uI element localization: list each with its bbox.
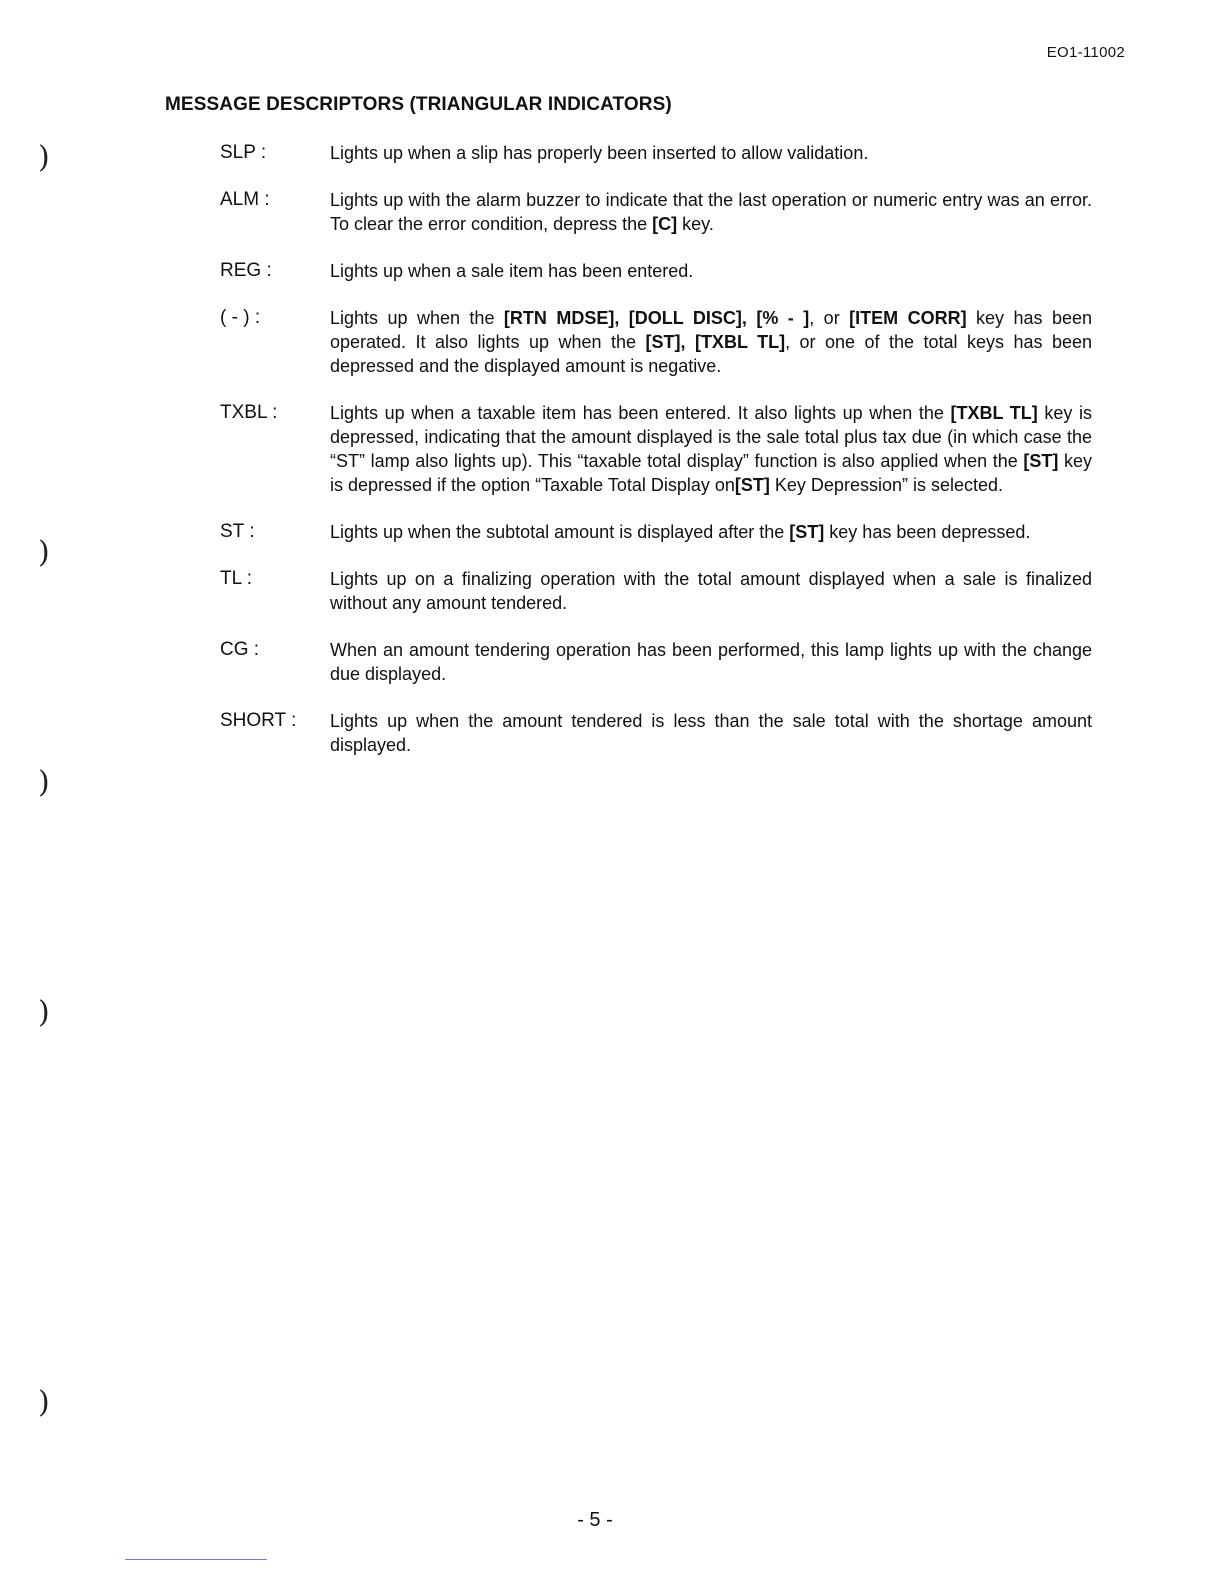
descriptor-entry — [220, 141, 1092, 165]
descriptor-term: REG : — [220, 260, 272, 281]
descriptor-description — [330, 638, 1092, 686]
key-name: [ST] — [734, 475, 770, 495]
descriptor-entry — [220, 259, 1092, 283]
binder-hole-mark: ) — [38, 1385, 50, 1420]
binder-hole-mark: ) — [38, 765, 50, 800]
descriptor-term: ( - ) : — [220, 307, 261, 328]
descriptor-term: SHORT : — [220, 710, 297, 731]
descriptor-entry — [220, 567, 1092, 615]
descriptor-description — [330, 188, 1092, 236]
description-text: Lights up with the alarm buzzer to indicate that the last operation or numeric entry was an error. To clear the error condition, depress the — [330, 190, 1092, 234]
key-name: [ITEM CORR] — [849, 308, 967, 328]
description-text: , or one of the total keys has been depressed and the displayed amount is negative. — [330, 332, 1093, 376]
description-text: Key Depression” is selected. — [769, 475, 1004, 495]
description-text: key is depressed, indicating that the amount displayed is the sale total plus tax due (in which case the “ST” lamp also lights up). This “taxable total display” function is also applied when the — [330, 403, 1093, 471]
description-text: Lights up when a slip has properly been inserted to allow validation. — [330, 143, 869, 163]
key-name: [RTN MDSE], [DOLL DISC], [% - ] — [503, 308, 810, 328]
description-text: Lights up when a sale item has been entered. — [330, 261, 694, 281]
descriptor-description — [330, 709, 1092, 757]
descriptor-term: ST : — [220, 521, 255, 542]
descriptor-entry — [220, 188, 1092, 236]
description-text: key. — [677, 214, 714, 234]
description-text: Lights up when the — [330, 308, 504, 328]
descriptor-entry — [220, 401, 1092, 497]
descriptor-list — [220, 141, 1092, 780]
description-text: key is depressed if the option “Taxable Total Display on — [330, 451, 1092, 495]
descriptor-entry — [220, 520, 1092, 544]
key-name: [TXBL TL] — [950, 403, 1038, 423]
descriptor-description — [330, 259, 1092, 283]
section-title: MESSAGE DESCRIPTORS (TRIANGULAR INDICATORS) — [165, 94, 672, 115]
descriptor-description — [330, 401, 1092, 497]
binder-hole-mark: ) — [38, 535, 50, 570]
descriptor-description — [330, 306, 1092, 378]
binder-hole-mark: ) — [38, 140, 50, 175]
descriptor-term: CG : — [220, 639, 260, 660]
document-number: EO1-11002 — [1046, 44, 1125, 61]
descriptor-entry — [220, 306, 1092, 378]
descriptor-description — [330, 520, 1092, 544]
description-text: , or — [809, 308, 850, 328]
descriptor-description — [330, 567, 1092, 615]
descriptor-entry — [220, 709, 1092, 757]
descriptor-entry — [220, 638, 1092, 686]
page-number: - 5 - — [577, 1509, 613, 1531]
description-text: Lights up when the amount tendered is less than the sale total with the shortage amount displayed. — [330, 711, 1092, 755]
bottom-rule — [125, 1559, 267, 1560]
key-name: [ST] — [789, 522, 825, 542]
descriptor-term: TL : — [220, 568, 253, 589]
description-text: When an amount tendering operation has been performed, this lamp lights up with the change due displayed. — [330, 640, 1092, 684]
description-text: key has been operated. It also lights up when the — [330, 308, 1092, 352]
key-name: [ST], [TXBL TL] — [645, 332, 786, 352]
description-text: Lights up on a finalizing operation with the total amount displayed when a sale is finalized without any amount tendered. — [330, 569, 1092, 613]
descriptor-term: TXBL : — [220, 402, 278, 423]
descriptor-term: SLP : — [220, 142, 267, 163]
key-name: [ST] — [1023, 451, 1059, 471]
descriptor-description — [330, 141, 1092, 165]
descriptor-term: ALM : — [220, 189, 270, 210]
binder-hole-mark: ) — [38, 995, 50, 1030]
key-name: [C] — [652, 214, 678, 234]
description-text: key has been depressed. — [824, 522, 1031, 542]
description-text: Lights up when the subtotal amount is displayed after the — [330, 522, 790, 542]
description-text: Lights up when a taxable item has been entered. It also lights up when the — [330, 403, 951, 423]
